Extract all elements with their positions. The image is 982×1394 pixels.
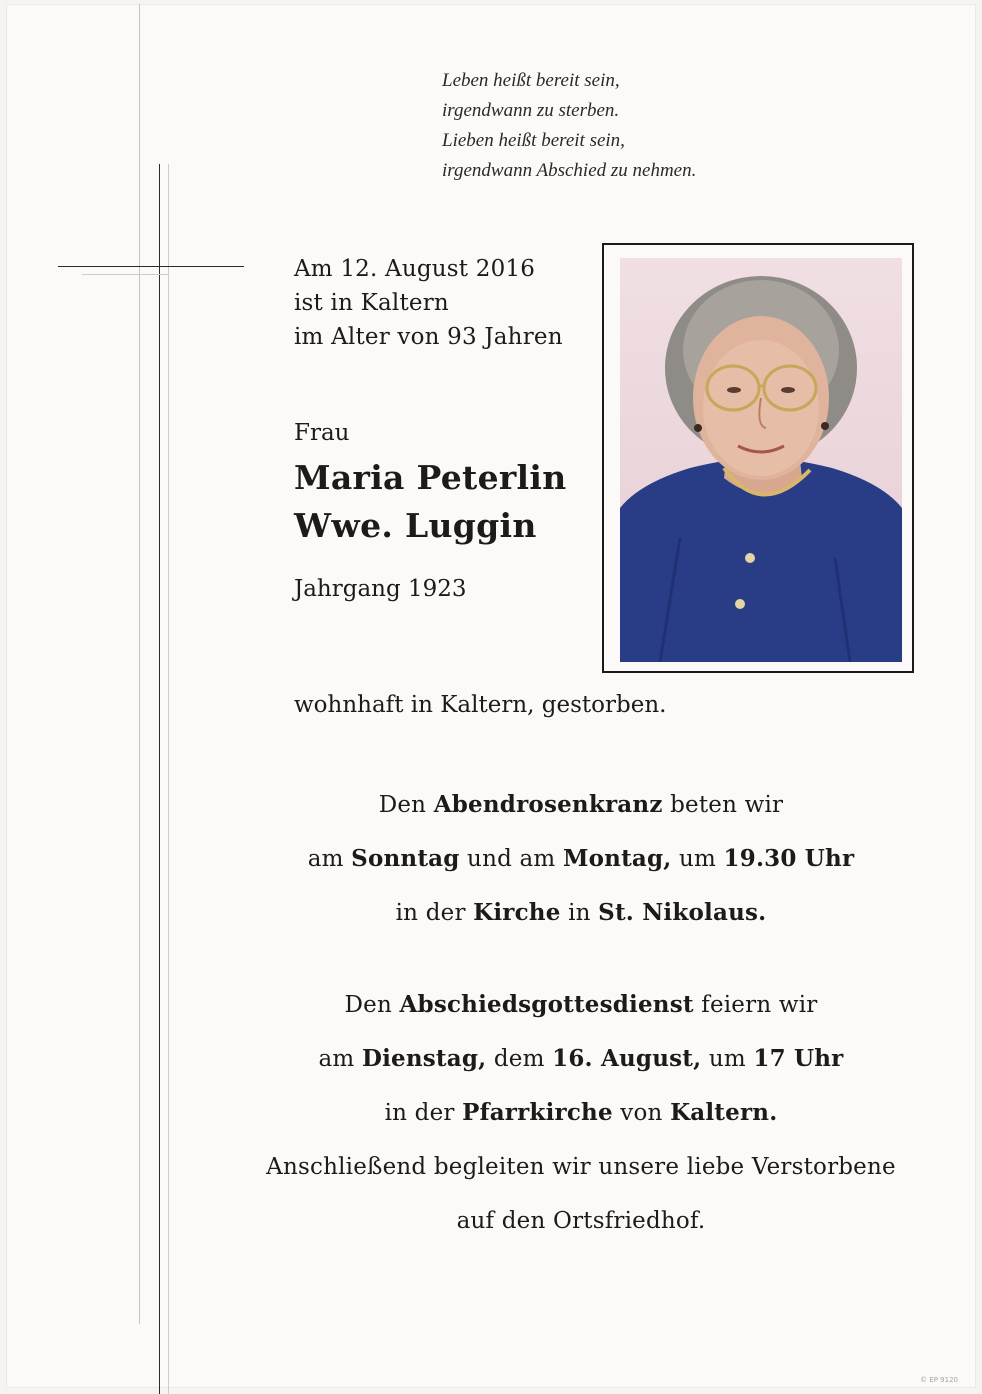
rosary-line-1: Den Abendrosenkranz beten wir	[378, 791, 784, 818]
deceased-name	[294, 454, 567, 550]
poem-line: Leben heißt bereit sein,	[442, 70, 620, 91]
funeral-line-3: in der Pfarrkirche von Kaltern.	[384, 1099, 778, 1126]
portrait-frame	[602, 243, 914, 673]
funeral-line-4: Anschließend begleiten wir unsere liebe Verstorbene	[266, 1154, 896, 1180]
funeral-line-1: Den Abschiedsgottesdienst feiern wir	[344, 991, 818, 1018]
rosary-line-3: in der Kirche in St. Nikolaus.	[395, 899, 767, 926]
poem-line: Lieben heißt bereit sein,	[442, 130, 625, 151]
poem-line: irgendwann zu sterben.	[442, 100, 620, 121]
intro-line: Am 12. August 2016	[294, 256, 536, 282]
name-line-2: Wwe. Luggin	[294, 506, 537, 545]
funeral-line-2: am Dienstag, dem 16. August, um 17 Uhr	[318, 1045, 844, 1072]
cross-horizontal-line	[58, 266, 244, 267]
rosary-announcement	[176, 778, 982, 940]
funeral-line-5: auf den Ortsfriedhof.	[456, 1208, 706, 1234]
rosary-line-2: am Sonntag und am Montag, um 19.30 Uhr	[307, 845, 855, 872]
portrait-photo	[620, 258, 902, 662]
cross-horizontal-shadow	[82, 274, 168, 275]
birth-year: Jahrgang 1923	[294, 576, 467, 602]
residence-line: wohnhaft in Kaltern, gestorben.	[294, 692, 667, 718]
poem	[442, 66, 842, 186]
poem-line: irgendwann Abschied zu nehmen.	[442, 160, 697, 181]
death-intro	[294, 252, 594, 354]
cross-line-faint	[139, 4, 140, 1324]
intro-line: ist in Kaltern	[294, 290, 449, 316]
cross-vertical-line	[159, 164, 160, 1394]
obituary-card	[6, 4, 976, 1388]
cross-line-shadow	[168, 164, 169, 1394]
intro-line: im Alter von 93 Jahren	[294, 324, 563, 350]
funeral-announcement	[176, 978, 982, 1248]
print-code: © EP 9120	[920, 1376, 958, 1384]
salutation: Frau	[294, 420, 350, 446]
name-line-1: Maria Peterlin	[294, 458, 567, 497]
portrait-illustration	[620, 258, 902, 662]
